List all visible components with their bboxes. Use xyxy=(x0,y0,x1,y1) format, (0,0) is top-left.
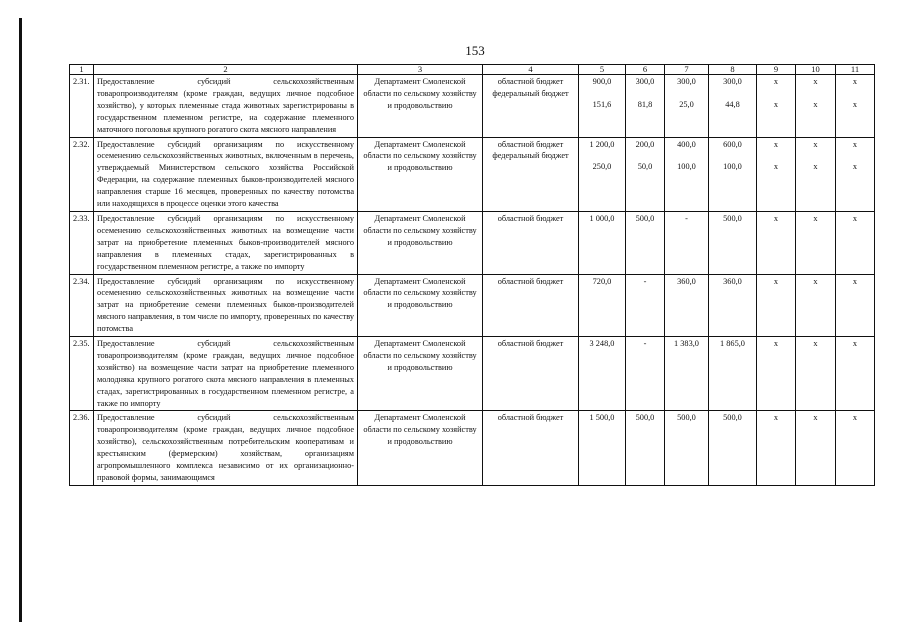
spacer xyxy=(582,150,622,161)
value-col-9 xyxy=(757,411,796,485)
value-col-5 xyxy=(579,274,626,337)
value-col-7 xyxy=(665,75,709,138)
value-col-10-value: х xyxy=(813,339,818,349)
value-col-10 xyxy=(796,211,836,274)
value-col-11-value: х xyxy=(852,99,858,109)
table-body xyxy=(70,65,875,486)
spacer xyxy=(629,88,661,99)
measure-description: Предоставление субсидий организациям по искусственному осеменению сельскохозяйственных животных, включенным в перечень, утверждаемый Министерством сельского хозяйства Российской Федерации, на содержание племенных быков-производителей мясного направления старше 16 месяцев, проверенных по качеству потомства или находящихся в процессе оценки этого качества xyxy=(94,137,358,211)
row-number: 2.35. xyxy=(70,337,94,411)
value-col-10 xyxy=(796,411,836,485)
table-row xyxy=(70,211,875,274)
spacer xyxy=(760,150,792,161)
value-col-6-value: 81,8 xyxy=(637,99,653,109)
measure-description: Предоставление субсидий сельскохозяйственным товаропроизводителям (кроме граждан, ведущих личное подсобное хозяйство), у которых племенные стада животных зарегистрированы в государственном племенном регистре, на содержание племенного маточного поголовья крупного рогатого скота мясного направления xyxy=(94,75,358,138)
value-col-9-value: х xyxy=(773,99,779,109)
spacer xyxy=(712,88,753,99)
header-cell: 4 xyxy=(483,65,579,75)
value-col-10 xyxy=(796,274,836,337)
spacer xyxy=(668,150,705,161)
value-col-5-value: 3 248,0 xyxy=(589,339,615,349)
program-table xyxy=(69,64,875,486)
funding-source-value: областной бюджет xyxy=(497,213,564,223)
value-col-6-value: 50,0 xyxy=(637,162,653,172)
value-col-5-value: 250,0 xyxy=(592,162,612,172)
row-number: 2.33. xyxy=(70,211,94,274)
value-col-6-value: 500,0 xyxy=(635,413,655,423)
value-col-11-value: х xyxy=(852,413,858,423)
value-col-5 xyxy=(579,75,626,138)
value-col-6-value: - xyxy=(643,276,647,286)
header-cell: 10 xyxy=(796,65,836,75)
value-col-5-value: 151,6 xyxy=(592,99,612,109)
value-col-10-value: х xyxy=(813,213,818,223)
value-col-9-value: х xyxy=(773,162,779,172)
row-number: 2.32. xyxy=(70,137,94,211)
value-col-9-value: х xyxy=(773,139,779,149)
value-col-9 xyxy=(757,337,796,411)
table-row xyxy=(70,337,875,411)
header-cell: 9 xyxy=(757,65,796,75)
value-col-6-value: 300,0 xyxy=(635,77,655,86)
measure-description: Предоставление субсидий организациям по искусственному осеменению сельскохозяйственных животных на возмещение части затрат на приобретение семени племенных быков-производителей мясного направления, в том числе по импорту, проверенных по качеству потомства xyxy=(94,274,358,337)
responsible-department xyxy=(358,75,483,138)
page-number: 153 xyxy=(465,43,485,58)
value-col-11-value: х xyxy=(852,339,858,349)
value-col-11 xyxy=(836,274,875,337)
spacer xyxy=(760,88,792,99)
value-col-6 xyxy=(626,211,665,274)
value-col-8 xyxy=(709,137,757,211)
funding-source-value: федеральный бюджет xyxy=(492,151,569,161)
department-name: Департамент Смоленской области по сельскому хозяйству и продовольствию xyxy=(363,276,477,310)
value-col-7-value: 500,0 xyxy=(677,413,696,423)
value-col-7 xyxy=(665,337,709,411)
table-row xyxy=(70,274,875,337)
value-col-9-value: х xyxy=(773,339,779,349)
margin-rule xyxy=(19,18,22,622)
row-number: 2.34. xyxy=(70,274,94,337)
spacer xyxy=(629,150,661,161)
value-col-7-value: 360,0 xyxy=(677,276,696,286)
header-cell: 3 xyxy=(358,65,483,75)
value-col-11-value: х xyxy=(852,162,858,172)
responsible-department xyxy=(358,211,483,274)
value-col-10-value: х xyxy=(813,99,818,109)
spacer xyxy=(582,88,622,99)
department-name: Департамент Смоленской области по сельскому хозяйству и продовольствию xyxy=(363,77,477,110)
spacer xyxy=(839,88,871,99)
value-col-9 xyxy=(757,211,796,274)
value-col-10-value: х xyxy=(813,162,818,172)
value-col-6 xyxy=(626,75,665,138)
value-col-8-value: 1 865,0 xyxy=(720,339,745,349)
department-name: Департамент Смоленской области по сельскому хозяйству и продовольствию xyxy=(363,413,477,447)
value-col-5-value: 1 000,0 xyxy=(589,213,615,223)
value-col-8-value: 360,0 xyxy=(723,276,742,286)
header-row xyxy=(70,65,875,75)
value-col-8 xyxy=(709,75,757,138)
value-col-8 xyxy=(709,337,757,411)
department-name: Департамент Смоленской области по сельскому хозяйству и продовольствию xyxy=(363,139,477,173)
table-row xyxy=(70,75,875,138)
funding-source-value: областной бюджет xyxy=(497,413,564,423)
value-col-8-value: 44,8 xyxy=(725,99,740,109)
value-col-9-value: х xyxy=(773,213,779,223)
value-col-7 xyxy=(665,211,709,274)
funding-source-value: областной бюджет xyxy=(497,139,564,149)
value-col-5-value: 900,0 xyxy=(592,77,612,86)
responsible-department xyxy=(358,274,483,337)
value-col-8-value: 600,0 xyxy=(723,139,742,149)
funding-source xyxy=(483,274,579,337)
value-col-7-value: 400,0 xyxy=(677,139,696,149)
value-col-7-value: 100,0 xyxy=(677,162,696,172)
value-col-9-value: х xyxy=(773,276,779,286)
header-cell: 5 xyxy=(579,65,626,75)
value-col-10-value: х xyxy=(813,276,818,286)
value-col-9-value: х xyxy=(773,77,779,86)
value-col-9 xyxy=(757,75,796,138)
header-cell: 1 xyxy=(70,65,94,75)
value-col-7 xyxy=(665,411,709,485)
value-col-8 xyxy=(709,211,757,274)
funding-source xyxy=(483,337,579,411)
value-col-11 xyxy=(836,337,875,411)
funding-source xyxy=(483,137,579,211)
value-col-8-value: 300,0 xyxy=(723,77,742,86)
value-col-11-value: х xyxy=(852,276,858,286)
value-col-5 xyxy=(579,337,626,411)
value-col-6 xyxy=(626,274,665,337)
value-col-8-value: 500,0 xyxy=(723,413,742,423)
value-col-7-value: - xyxy=(685,213,688,223)
value-col-10-value: х xyxy=(813,139,818,149)
row-number: 2.36. xyxy=(70,411,94,485)
responsible-department xyxy=(358,337,483,411)
funding-source-value: областной бюджет xyxy=(497,339,564,349)
value-col-7 xyxy=(665,137,709,211)
value-col-7-value: 25,0 xyxy=(679,99,694,109)
department-name: Департамент Смоленской области по сельскому хозяйству и продовольствию xyxy=(363,213,477,247)
value-col-9 xyxy=(757,274,796,337)
funding-source-value: федеральный бюджет xyxy=(492,88,569,98)
row-number: 2.31. xyxy=(70,75,94,138)
value-col-11-value: х xyxy=(852,139,858,149)
header-cell: 2 xyxy=(94,65,358,75)
funding-source xyxy=(483,211,579,274)
header-cell: 6 xyxy=(626,65,665,75)
value-col-11 xyxy=(836,75,875,138)
value-col-9-value: х xyxy=(773,413,779,423)
value-col-5-value: 1 200,0 xyxy=(589,139,615,149)
value-col-6-value: 500,0 xyxy=(635,213,655,223)
spacer xyxy=(839,150,871,161)
value-col-6 xyxy=(626,411,665,485)
department-name: Департамент Смоленской области по сельскому хозяйству и продовольствию xyxy=(363,339,477,372)
value-col-8-value: 500,0 xyxy=(723,213,742,223)
value-col-11 xyxy=(836,411,875,485)
measure-description: Предоставление субсидий сельскохозяйственным товаропроизводителям (кроме граждан, ведущих личное подсобное хозяйство), сельскохозяйственным потребительским кооперативам и крестьянским (фермерским) хозяйствам, организациям агропромышленного комплекса независимо от их организационно-правовой формы, занимающимся xyxy=(94,411,358,485)
value-col-10 xyxy=(796,337,836,411)
value-col-6-value: - xyxy=(643,339,647,349)
value-col-7-value: 300,0 xyxy=(677,77,696,86)
value-col-11 xyxy=(836,211,875,274)
value-col-11 xyxy=(836,137,875,211)
value-col-10-value: х xyxy=(813,413,818,423)
value-col-7-value: 1 383,0 xyxy=(674,339,699,349)
value-col-8 xyxy=(709,411,757,485)
responsible-department xyxy=(358,137,483,211)
measure-description: Предоставление субсидий организациям по искусственному осеменению сельскохозяйственных животных на возмещение части затрат на приобретение племенных быков-производителей мясного направления в племенных стадах, зарегистрированных в государственном племенном регистре, а также по импорту xyxy=(94,211,358,274)
spacer xyxy=(799,150,832,161)
value-col-5-value: 720,0 xyxy=(592,276,612,286)
value-col-6-value: 200,0 xyxy=(635,139,655,149)
spacer xyxy=(799,88,832,99)
value-col-11-value: х xyxy=(852,213,858,223)
spacer xyxy=(668,88,705,99)
spacer xyxy=(712,150,753,161)
value-col-5-value: 1 500,0 xyxy=(589,413,615,423)
value-col-5 xyxy=(579,137,626,211)
responsible-department xyxy=(358,411,483,485)
value-col-8-value: 100,0 xyxy=(723,162,742,172)
value-col-11-value: х xyxy=(852,77,858,86)
value-col-6 xyxy=(626,337,665,411)
value-col-5 xyxy=(579,411,626,485)
table-row xyxy=(70,137,875,211)
funding-source xyxy=(483,75,579,138)
value-col-5 xyxy=(579,211,626,274)
value-col-9 xyxy=(757,137,796,211)
value-col-6 xyxy=(626,137,665,211)
measure-description: Предоставление субсидий сельскохозяйственным товаропроизводителям (кроме граждан, ведущих личное подсобное хозяйство) на возмещение части затрат на приобретение племенного молодняка крупного рогатого скота мясного направления в племенных стадах, зарегистрированных в государственном племенном регистре, а также по импорту xyxy=(94,337,358,411)
value-col-10-value: х xyxy=(813,77,818,86)
value-col-10 xyxy=(796,137,836,211)
value-col-10 xyxy=(796,75,836,138)
header-cell: 8 xyxy=(709,65,757,75)
funding-source-value: областной бюджет xyxy=(497,276,564,286)
header-cell: 7 xyxy=(665,65,709,75)
header-cell: 11 xyxy=(836,65,875,75)
table-row xyxy=(70,411,875,485)
funding-source-value: областной бюджет xyxy=(497,77,564,86)
value-col-8 xyxy=(709,274,757,337)
value-col-7 xyxy=(665,274,709,337)
funding-source xyxy=(483,411,579,485)
